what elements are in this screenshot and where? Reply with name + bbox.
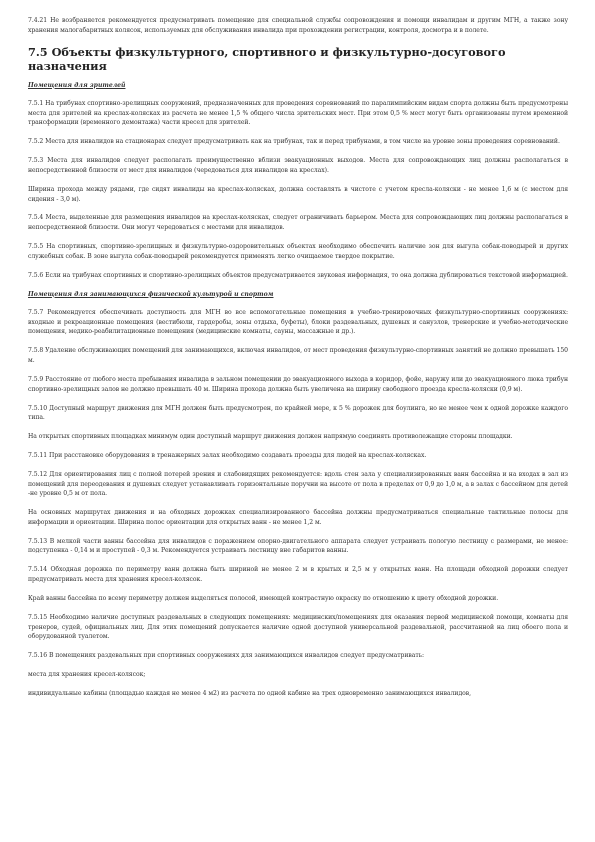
subheading-spectators: Помещения для зрителей bbox=[28, 81, 126, 89]
paragraph-7-5-6: 7.5.6 Если на трибунах спортивных и спортивно-зрелищных объектов предусматривается звуковая информация, то она должна дублироваться текстовой информацией. bbox=[28, 271, 568, 279]
paragraph-7-5-3: 7.5.3 Места для инвалидов следует располагать преимущественно вблизи эвакуационных выходов. Места для сопровождающих лиц должны располагаться в непосредственной близости от мест для инвалидов (чередоваться для инвалидов на креслах). bbox=[28, 157, 568, 174]
paragraph-7-5-2: 7.5.2 Места для инвалидов на стационарах следует предусматривать как на трибунах, так и перед трибунами, в том числе на уровне зоны проведения соревнований. bbox=[28, 138, 560, 146]
paragraph-7-5-9: 7.5.9 Расстояние от любого места пребывания инвалида в зальном помещении до эвакуационного выхода в коридор, фойе, наружу или до эвакуационного люка трибун спортивно-зрелищных залов не должно превышать 40 м. Ширина прохода должна быть увеличена на ширину свободного проезда кресла-коляски (0,9 м). bbox=[28, 375, 568, 393]
paragraph-7-5-10: 7.5.10 Доступный маршрут движения для МГН должен быть предусмотрен, по крайней мере, к 5 % дорожек для боулинга, но не менее чем к одной дорожке каждого типа. bbox=[28, 404, 568, 422]
paragraph-7-5-8: 7.5.8 Удаление обслуживающих помещений для занимающихся, включая инвалидов, от мест проведения физкультурно-спортивных занятий не должно превышать 150 м. bbox=[28, 347, 568, 364]
paragraph-7-5-13: 7.5.13 В мелкой части ванны бассейна для инвалидов с поражением опорно-двигательного аппарата следует устраивать пологую лестницу с размерами, не менее: подступенка - 0,14 м и проступей - 0,3 м. Рекомендуется устраивать лестницу вне габаритов ванны. bbox=[28, 537, 568, 555]
paragraph-7-5-16: 7.5.16 В помещениях раздевальных при спортивных сооружениях для занимающихся инвалидов следует предусматривать: bbox=[28, 652, 424, 660]
paragraph-orientation-route: На основных маршрутах движения и на обходных дорожках специализированного бассейна должны предусматриваться специальные тактильные полосы для информации и ориентации. Ширина полос ориентации для открытых ванн - не менее 1,2 м. bbox=[28, 509, 568, 526]
section-heading-7-5: 7.5 Объекты физкультурного, спортивного и физкультурно-досугового назначения bbox=[28, 44, 506, 73]
paragraph-open-areas: На открытых спортивных площадках минимум один доступный маршрут движения должен напрямую соединять противолежащие стороны площадки. bbox=[28, 433, 513, 441]
paragraph-individual-cabins: индивидуальные кабины (площадью каждая не менее 4 м2) из расчета по одной кабине на трех одновременно занимающихся инвалидов, bbox=[28, 689, 472, 697]
subheading-sports: Помещения для занимающихся физической культурой и спортом bbox=[28, 290, 274, 298]
paragraph-7-5-12: 7.5.12 Для ориентирования лиц с полной потерей зрения и слабовидящих рекомендуется: вдоль стен зала у специализированных ванн бассейна и на входах в зал из помещений для переодевания и душевых следует устанавливать горизонтальные поручни на высоте от пола в пределах от 0,9 до 1,0 м, а в залах с бассейном для детей -не уровне 0,5 м от пола. bbox=[28, 471, 568, 498]
paragraph-7-5-4: 7.5.4 Места, выделенные для размещения инвалидов на креслах-колясках, следует ограничивать барьером. Места для сопровождающих лиц должны располагаться в непосредственной близости. Они могут чередоваться с местами для инвалидов. bbox=[28, 214, 568, 232]
paragraph-7-4-21: 7.4.21 Не возбраняется рекомендуется предусматривать помещение для специальной службы сопровождения и помощи инвалидам и другим МГН, а также зону хранения малогабаритных колясок, используемых для обслуживания инвалида при прохождении регистрации, контроля, досмотра и в полете. bbox=[28, 17, 568, 34]
paragraph-7-5-11: 7.5.11 При расстановке оборудования в тренажерных залах необходимо создавать проезды для людей на креслах-колясках. bbox=[28, 452, 427, 460]
paragraph-pool-edge: Край ванны бассейна по всему периметру должен выделяться полосой, имеющей контрастную окраску по отношению к цвету обходной дорожки. bbox=[28, 595, 499, 602]
paragraph-passage-width: Ширина прохода между рядами, где сидят инвалиды на креслах-колясках, должна составлять в чистоте с учетом кресла-коляски - не менее 1,6 м (с местом для сидения - 3,0 м). bbox=[28, 185, 568, 203]
paragraph-7-5-7: 7.5.7 Рекомендуется обеспечивать доступность для МГН во все вспомогательные помещения в учебно-тренировочных физкультурно-спортивных сооружениях: входные и рекреационные помещения (вестибюли, гардеробы, зоны отдыха, буфеты), блоки раздевальных, душевых и санузлов, тренерские и учебно-методические помещения, медико-реабилитационные помещения (медицинские комнаты, сауны, массажные и др.). bbox=[28, 309, 568, 336]
paragraph-7-5-14: 7.5.14 Обходная дорожка по периметру ванн должна быть шириной не менее 2 м в крытых и 2,5 м у открытых ванн. На площади обходной дорожки следует предусматривать места для хранения кресел-колясок. bbox=[28, 566, 568, 584]
paragraph-7-5-5: 7.5.5 На спортивных, спортивно-зрелищных и физкультурно-оздоровительных объектах необходимо обеспечить наличие зон для выгула собак-поводырей и других служебных собак. В зоне выгула собак-поводырей рекомендуется применять легко очищаемое твердое покрытие. bbox=[28, 243, 568, 260]
document-page bbox=[28, 16, 568, 707]
paragraph-7-5-15: 7.5.15 Необходимо наличие доступных раздевальных в следующих помещениях: медицинских/помещениях для оказания первой медицинской помощи, комнаты для тренеров, судей, официальных лиц. Для этих помещений допускается наличие одной доступной универсальной раздевальной, рассчитанной на лиц обоего пола и оборудованной туалетом. bbox=[28, 613, 568, 641]
paragraph-7-5-1: 7.5.1 На трибунах спортивно-зрелищных сооружений, предназначенных для проведения соревнований по паралимпийским видам спорта должны быть предусмотрены места для зрителей на креслах-колясках из расчета не менее 1,5 % общего числа зрительских мест. При этом 0,5 % мест могут быть организованы путем временной трансформации (временного демонтажа) части кресел для зрителей. bbox=[28, 100, 568, 127]
paragraph-wheelchair-storage: места для хранения кресел-колясок; bbox=[28, 671, 146, 679]
